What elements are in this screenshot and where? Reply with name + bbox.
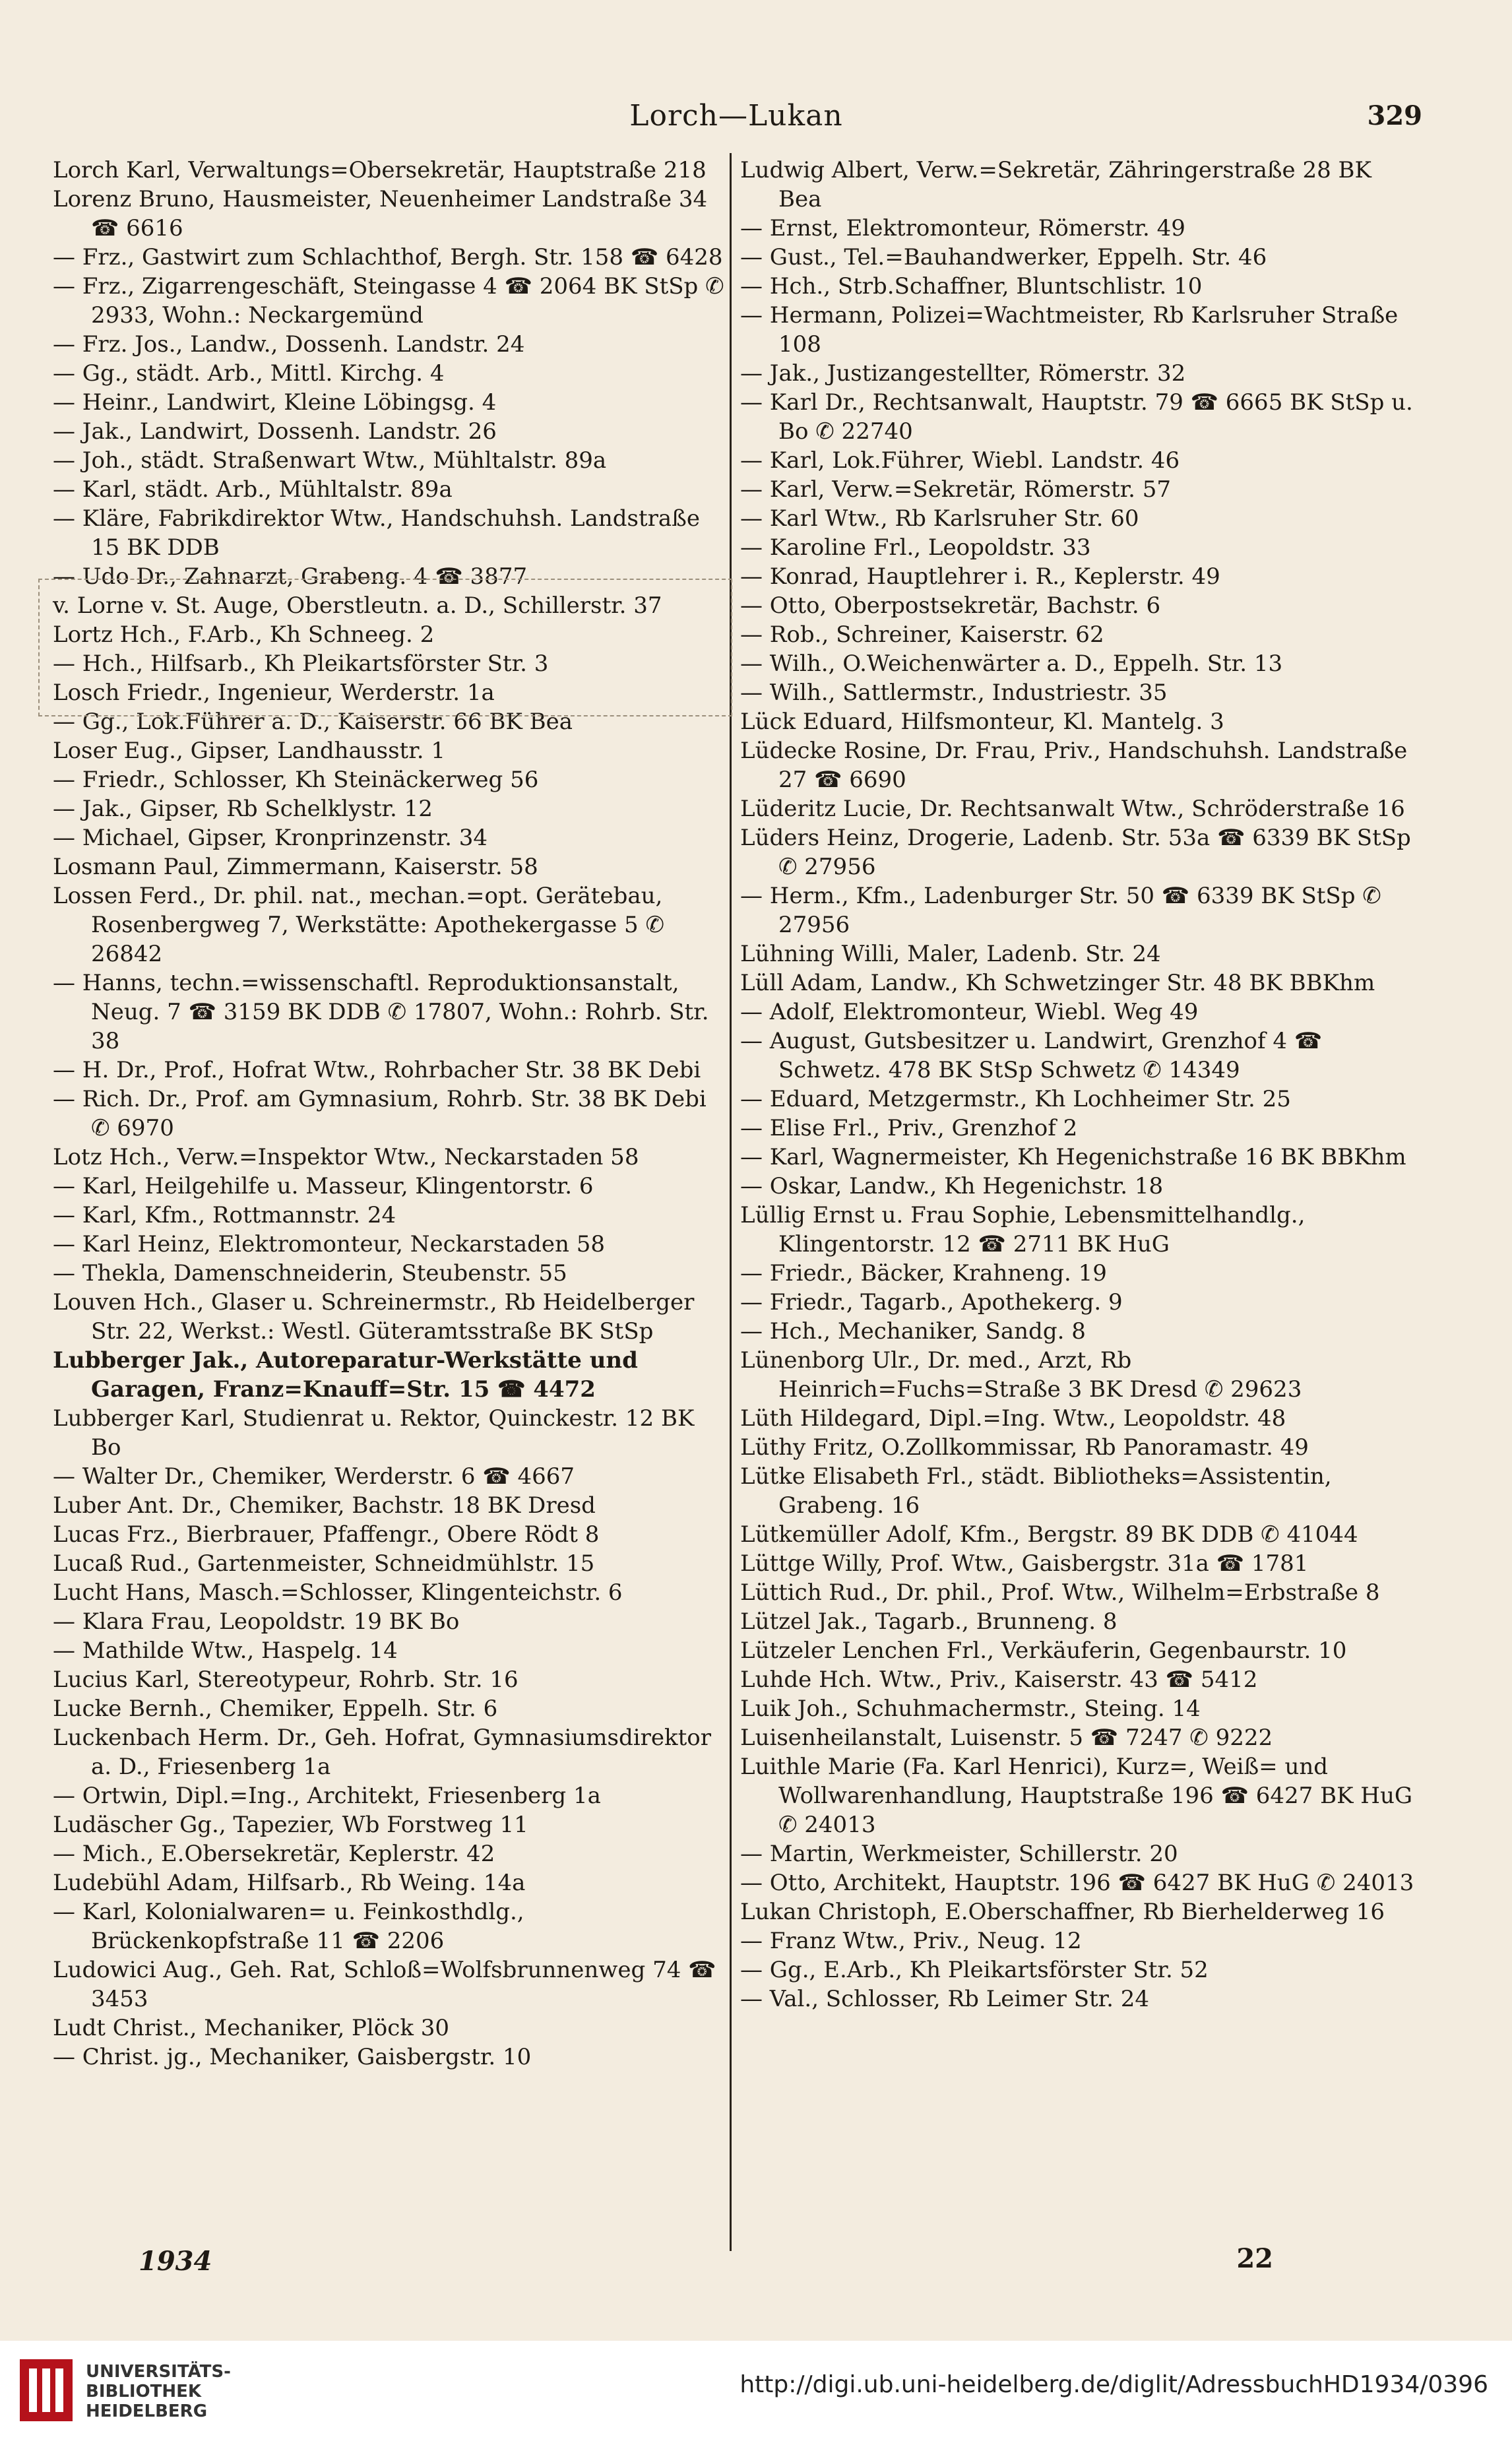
directory-entry: — Hch., Strb.Schaffner, Bluntschlistr. 10 (740, 273, 1203, 300)
directory-entry: — Eduard, Metzgermstr., Kh Lochheimer Str. 25 (740, 1086, 1291, 1112)
directory-entry: — Frz. Jos., Landw., Dossenh. Landstr. 24 (53, 331, 525, 358)
directory-entry: Lotz Hch., Verw.=Inspektor Wtw., Neckarstaden 58 (53, 1144, 639, 1170)
directory-entry: — Herm., Kfm., Ladenburger Str. 50 ☎ 6339 BK StSp ✆ 27956 (740, 883, 1381, 938)
directory-entry: — Karl Wtw., Rb Karlsruher Str. 60 (740, 505, 1139, 532)
directory-entry: Luber Ant. Dr., Chemiker, Bachstr. 18 BK Dresd (53, 1492, 596, 1519)
directory-entry: Ludebühl Adam, Hilfsarb., Rb Weing. 14a (53, 1870, 526, 1896)
directory-entry: Lühning Willi, Maler, Ladenb. Str. 24 (740, 941, 1161, 967)
directory-entry: — Karl, Kolonialwaren= u. Feinkosthdlg., Brückenkopfstraße 11 ☎ 2206 (53, 1899, 524, 1954)
directory-entry: — Thekla, Damenschneiderin, Steubenstr. 55 (53, 1260, 567, 1286)
directory-entry: — Oskar, Landw., Kh Hegenichstr. 18 (740, 1173, 1164, 1199)
directory-entry: — Frz., Gastwirt zum Schlachthof, Bergh. Str. 158 ☎ 6428 (53, 244, 723, 270)
directory-entry: — Karl, städt. Arb., Mühltalstr. 89a (53, 476, 453, 503)
directory-entry: Lorenz Bruno, Hausmeister, Neuenheimer Landstraße 34 ☎ 6616 (53, 186, 708, 241)
directory-entry: — Frz., Zigarrengeschäft, Steingasse 4 ☎ 2064 BK StSp ✆ 2933, Wohn.: Neckargemünd (53, 273, 724, 329)
directory-entry: — Gg., E.Arb., Kh Pleikartsförster Str. 52 (740, 1957, 1209, 1983)
directory-entry: Losmann Paul, Zimmermann, Kaiserstr. 58 (53, 854, 538, 880)
right-column (740, 156, 1416, 2014)
directory-entry: v. Lorne v. St. Auge, Oberstleutn. a. D., Schillerstr. 37 (53, 592, 662, 619)
directory-entry: — Val., Schlosser, Rb Leimer Str. 24 (740, 1986, 1150, 2012)
directory-entry: Lucke Bernh., Chemiker, Eppelh. Str. 6 (53, 1696, 498, 1722)
directory-entry: Lütkemüller Adolf, Kfm., Bergstr. 89 BK DDB ✆ 41044 (740, 1521, 1358, 1548)
page-number: 329 (1367, 100, 1422, 131)
directory-entry: — Friedr., Schlosser, Kh Steinäckerweg 56 (53, 767, 539, 793)
directory-entry: Lüders Heinz, Drogerie, Ladenb. Str. 53a ☎ 6339 BK StSp ✆ 27956 (740, 825, 1411, 880)
directory-entry: — Ernst, Elektromonteur, Römerstr. 49 (740, 215, 1185, 241)
directory-entry: Ludowici Aug., Geh. Rat, Schloß=Wolfsbrunnenweg 74 ☎ 3453 (53, 1957, 716, 2012)
directory-entry: — Karl Dr., Rechtsanwalt, Hauptstr. 79 ☎ 6665 BK StSp u. Bo ✆ 22740 (740, 389, 1413, 445)
directory-entry: — Friedr., Bäcker, Krahneng. 19 (740, 1260, 1107, 1286)
directory-entry: Lukan Christoph, E.Oberschaffner, Rb Bierhelderweg 16 (740, 1899, 1385, 1925)
footer-sheet-number: 22 (1236, 2243, 1273, 2274)
library-footer-bar (0, 2341, 1512, 2445)
directory-entry: — Wilh., Sattlermstr., Industriestr. 35 (740, 680, 1168, 706)
directory-entry: Losch Friedr., Ingenieur, Werderstr. 1a (53, 680, 495, 706)
directory-entry: — Karl Heinz, Elektromonteur, Neckarstaden 58 (53, 1231, 605, 1257)
directory-entry: — August, Gutsbesitzer u. Landwirt, Grenzhof 4 ☎ Schwetz. 478 BK StSp Schwetz ✆ 14349 (740, 1028, 1323, 1083)
directory-entry: Lucius Karl, Stereotypeur, Rohrb. Str. 16 (53, 1667, 519, 1693)
directory-entry: — Hermann, Polizei=Wachtmeister, Rb Karlsruher Straße 108 (740, 302, 1399, 358)
directory-entry: Lucht Hans, Masch.=Schlosser, Klingenteichstr. 6 (53, 1579, 623, 1606)
directory-entry: — Karl, Wagnermeister, Kh Hegenichstraße 16 BK BBKhm (740, 1144, 1406, 1170)
page-header (50, 99, 1422, 152)
directory-entry: Lütke Elisabeth Frl., städt. Bibliotheks=Assistentin, Grabeng. 16 (740, 1463, 1332, 1519)
directory-entry: — Friedr., Tagarb., Apothekerg. 9 (740, 1289, 1123, 1316)
directory-entry: — Elise Frl., Priv., Grenzhof 2 (740, 1115, 1078, 1141)
directory-entry: — Otto, Oberpostsekretär, Bachstr. 6 (740, 592, 1161, 619)
directory-entry: — Wilh., O.Weichenwärter a. D., Eppelh. Str. 13 (740, 651, 1283, 677)
directory-entry: Louven Hch., Glaser u. Schreinermstr., Rb Heidelberger Str. 22, Werkst.: Westl. Güteramtsstraße BK StSp (53, 1289, 695, 1345)
directory-entry: — Rich. Dr., Prof. am Gymnasium, Rohrb. Str. 38 BK Debi ✆ 6970 (53, 1086, 707, 1141)
directory-entry: Lützeler Lenchen Frl., Verkäuferin, Gegenbaurstr. 10 (740, 1637, 1347, 1664)
directory-entry: Ludäscher Gg., Tapezier, Wb Forstweg 11 (53, 1812, 528, 1838)
left-column (53, 156, 729, 2072)
column-divider (730, 153, 732, 2251)
directory-entry: — H. Dr., Prof., Hofrat Wtw., Rohrbacher Str. 38 BK Debi (53, 1057, 701, 1083)
directory-entry: Lüderitz Lucie, Dr. Rechtsanwalt Wtw., Schröderstraße 16 (740, 796, 1405, 822)
directory-entry: — Karl, Lok.Führer, Wiebl. Landstr. 46 (740, 447, 1180, 474)
directory-entry: — Gg., städt. Arb., Mittl. Kirchg. 4 (53, 360, 445, 387)
directory-entry: Luithle Marie (Fa. Karl Henrici), Kurz=, Weiß= und Wollwarenhandlung, Hauptstraße 196 ☎ 6427 BK HuG ✆ 24013 (740, 1754, 1412, 1838)
directory-entry: — Hch., Mechaniker, Sandg. 8 (740, 1318, 1086, 1345)
directory-entry: — Christ. jg., Mechaniker, Gaisbergstr. 10 (53, 2044, 532, 2070)
directory-entry: Lünenborg Ulr., Dr. med., Arzt, Rb Heinrich=Fuchs=Straße 3 BK Dresd ✆ 29623 (740, 1347, 1302, 1403)
directory-entry: — Jak., Gipser, Rb Schelklystr. 12 (53, 796, 433, 822)
library-name: UNIVERSITÄTS- BIBLIOTHEK HEIDELBERG (86, 2362, 231, 2421)
directory-entry: Lorch Karl, Verwaltungs=Obersekretär, Hauptstraße 218 (53, 157, 707, 183)
directory-entry: — Adolf, Elektromonteur, Wiebl. Weg 49 (740, 999, 1199, 1025)
directory-entry: Lüthy Fritz, O.Zollkommissar, Rb Panoramastr. 49 (740, 1434, 1309, 1461)
source-url-link[interactable]: http://digi.ub.uni-heidelberg.de/diglit/AdressbuchHD1934/0396 (740, 2371, 1488, 2398)
directory-entry: Lüdecke Rosine, Dr. Frau, Priv., Handschuhsh. Landstraße 27 ☎ 6690 (740, 738, 1408, 793)
directory-entry: — Otto, Architekt, Hauptstr. 196 ☎ 6427 BK HuG ✆ 24013 (740, 1870, 1414, 1896)
directory-entry: — Martin, Werkmeister, Schillerstr. 20 (740, 1841, 1178, 1867)
directory-entry: — Gg., Lok.Führer a. D., Kaiserstr. 66 BK Bea (53, 709, 573, 735)
directory-entry: — Joh., städt. Straßenwart Wtw., Mühltalstr. 89a (53, 447, 607, 474)
directory-entry: — Mich., E.Obersekretär, Keplerstr. 42 (53, 1841, 495, 1867)
directory-entry: Lubberger Karl, Studienrat u. Rektor, Quinckestr. 12 BK Bo (53, 1405, 695, 1461)
directory-entry: Loser Eug., Gipser, Landhausstr. 1 (53, 738, 445, 764)
directory-entry: Lüllig Ernst u. Frau Sophie, Lebensmittelhandlg., Klingentorstr. 12 ☎ 2711 BK HuG (740, 1202, 1306, 1257)
directory-entry: Luisenheilanstalt, Luisenstr. 5 ☎ 7247 ✆ 9222 (740, 1725, 1273, 1751)
directory-entry: — Hanns, techn.=wissenschaftl. Reproduktionsanstalt, Neug. 7 ☎ 3159 BK DDB ✆ 17807, Wohn.: Rohrb. Str. 38 (53, 970, 709, 1054)
directory-entry: — Michael, Gipser, Kronprinzenstr. 34 (53, 825, 488, 851)
directory-entry: — Udo Dr., Zahnarzt, Grabeng. 4 ☎ 3877 (53, 563, 528, 590)
running-title: Lorch—Lukan (629, 99, 843, 133)
directory-entry: — Mathilde Wtw., Haspelg. 14 (53, 1637, 398, 1664)
library-logo-icon (16, 2354, 77, 2427)
directory-entry: Lüttich Rud., Dr. phil., Prof. Wtw., Wilhelm=Erbstraße 8 (740, 1579, 1380, 1606)
directory-entry: — Jak., Justizangestellter, Römerstr. 32 (740, 360, 1186, 387)
directory-entry: Lossen Ferd., Dr. phil. nat., mechan.=opt. Gerätebau, Rosenbergweg 7, Werkstätte: Apothekergasse 5 ✆ 26842 (53, 883, 664, 967)
directory-entry: — Karl, Heilgehilfe u. Masseur, Klingentorstr. 6 (53, 1173, 594, 1199)
directory-entry: Lüttge Willy, Prof. Wtw., Gaisbergstr. 31a ☎ 1781 (740, 1550, 1309, 1577)
directory-entry: — Franz Wtw., Priv., Neug. 12 (740, 1928, 1082, 1954)
directory-entry: — Karl, Kfm., Rottmannstr. 24 (53, 1202, 396, 1228)
directory-entry: Lortz Hch., F.Arb., Kh Schneeg. 2 (53, 621, 435, 648)
directory-entry: — Gust., Tel.=Bauhandwerker, Eppelh. Str. 46 (740, 244, 1267, 270)
directory-entry: Ludwig Albert, Verw.=Sekretär, Zähringerstraße 28 BK Bea (740, 157, 1371, 212)
directory-entry: Lüll Adam, Landw., Kh Schwetzinger Str. 48 BK BBKhm (740, 970, 1375, 996)
directory-entry: — Hch., Hilfsarb., Kh Pleikartsförster Str. 3 (53, 651, 549, 677)
directory-entry: — Walter Dr., Chemiker, Werderstr. 6 ☎ 4667 (53, 1463, 575, 1490)
directory-entry: — Kläre, Fabrikdirektor Wtw., Handschuhsh. Landstraße 15 BK DDB (53, 505, 701, 561)
directory-entry: — Konrad, Hauptlehrer i. R., Keplerstr. 49 (740, 563, 1220, 590)
directory-entry: — Klara Frau, Leopoldstr. 19 BK Bo (53, 1608, 460, 1635)
directory-entry: — Rob., Schreiner, Kaiserstr. 62 (740, 621, 1104, 648)
directory-entry: — Jak., Landwirt, Dossenh. Landstr. 26 (53, 418, 497, 445)
footer-year: 1934 (139, 2246, 212, 2277)
directory-entry: — Heinr., Landwirt, Kleine Löbingsg. 4 (53, 389, 497, 416)
directory-entry: Luhde Hch. Wtw., Priv., Kaiserstr. 43 ☎ 5412 (740, 1667, 1258, 1693)
directory-entry: Lucaß Rud., Gartenmeister, Schneidmühlstr. 15 (53, 1550, 595, 1577)
directory-entry: — Karoline Frl., Leopoldstr. 33 (740, 534, 1091, 561)
directory-entry: — Karl, Verw.=Sekretär, Römerstr. 57 (740, 476, 1172, 503)
directory-entry: Ludt Christ., Mechaniker, Plöck 30 (53, 2015, 449, 2041)
directory-entry: Lüth Hildegard, Dipl.=Ing. Wtw., Leopoldstr. 48 (740, 1405, 1286, 1432)
directory-entry: Luckenbach Herm. Dr., Geh. Hofrat, Gymnasiumsdirektor a. D., Friesenberg 1a (53, 1725, 711, 1780)
directory-entry: Lützel Jak., Tagarb., Brunneng. 8 (740, 1608, 1118, 1635)
directory-entry: Lucas Frz., Bierbrauer, Pfaffengr., Obere Rödt 8 (53, 1521, 600, 1548)
directory-entry: Lück Eduard, Hilfsmonteur, Kl. Mantelg. 3 (740, 709, 1224, 735)
directory-entry: Luik Joh., Schuhmachermstr., Steing. 14 (740, 1696, 1201, 1722)
directory-entry: Lubberger Jak., Autoreparatur-Werkstätte und Garagen, Franz=Knauff=Str. 15 ☎ 4472 (53, 1347, 638, 1403)
directory-entry: — Ortwin, Dipl.=Ing., Architekt, Friesenberg 1a (53, 1783, 601, 1809)
